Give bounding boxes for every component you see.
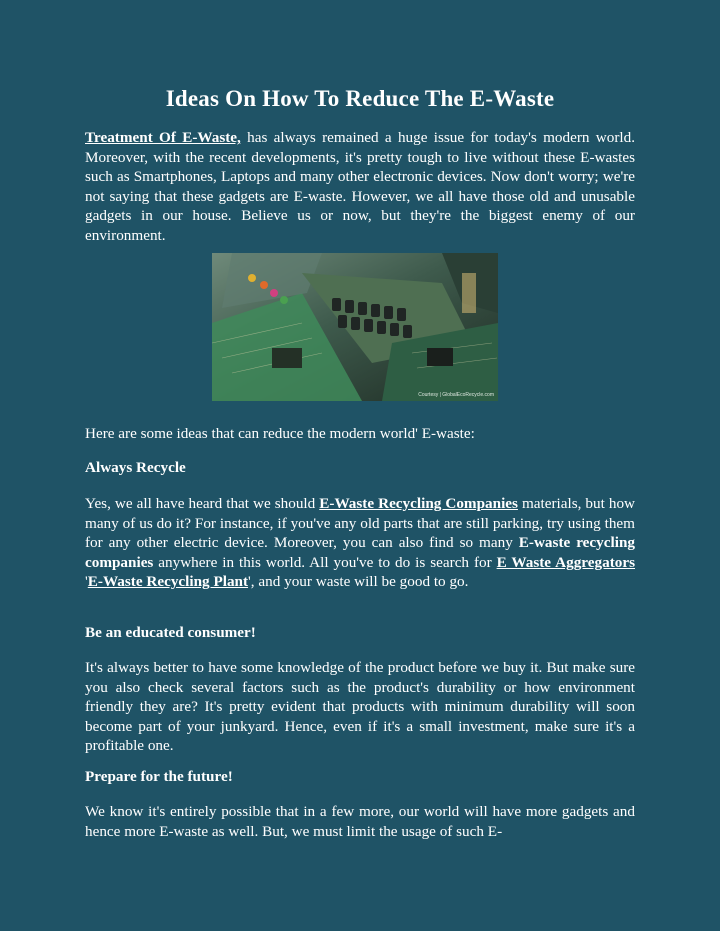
recycle-text-5: ', and your waste will be good to go.	[248, 573, 469, 591]
recycling-companies-bold: E-waste recycling companies	[85, 534, 635, 571]
aggregators-link[interactable]: E Waste Aggregators	[496, 553, 635, 571]
recycle-paragraph	[85, 494, 635, 592]
recycle-text-1: Yes, we all have heard that we should	[85, 495, 320, 512]
recycling-plant-link[interactable]: E-Waste Recycling Plant	[87, 573, 249, 591]
intro-text: has always remained a huge issue for today's modern world. Moreover, with the recent developments, it's pretty tough to live without these E-wastes such as Smartphones, Laptops and many other electronic devices. Now don't worry; we're not saying that these gadgets are E-waste. However, we all have those old and unusable gadgets in our house. Believe us or now, but they're the biggest enemy of our environment.	[85, 129, 635, 244]
recycle-text-3: anywhere in this world. All you've to do is search for	[153, 553, 497, 571]
consumer-paragraph: It's always better to have some knowledge of the product before we buy it. But make sure you also check several factors such as the product's durability or how environment friendly they are? It's pretty evident that products with minimum durability will soon become part of your junkyard. Hence, even if it's a small investment, make sure it's a profitable one.	[85, 659, 635, 755]
ideas-intro: Here are some ideas that can reduce the modern world' E-waste:	[85, 425, 475, 442]
heading-educated-consumer: Be an educated consumer!	[85, 624, 256, 641]
circuit-board-photo	[212, 253, 498, 401]
recycle-text-2: materials, but how many of us do it? For instance, if you've any old parts that are still parking, try using them for any other electric device. Moreover, you can also find so many	[85, 495, 636, 552]
treatment-link[interactable]: Treatment Of E-Waste,	[85, 129, 241, 146]
image-credit: Courtesy | GlobalEcoRecycle.com	[418, 392, 494, 398]
heading-always-recycle: Always Recycle	[85, 459, 186, 476]
future-paragraph: We know it's entirely possible that in a few more, our world will have more gadgets and hence more E-waste as well. But, we must limit the usage of such E-	[85, 803, 635, 840]
recycle-text-4: '	[85, 573, 88, 591]
heading-prepare-future: Prepare for the future!	[85, 768, 233, 785]
intro-paragraph	[85, 128, 635, 246]
page-title: Ideas On How To Reduce The E-Waste	[165, 86, 555, 111]
recycling-companies-link[interactable]: E-Waste Recycling Companies	[319, 495, 518, 512]
